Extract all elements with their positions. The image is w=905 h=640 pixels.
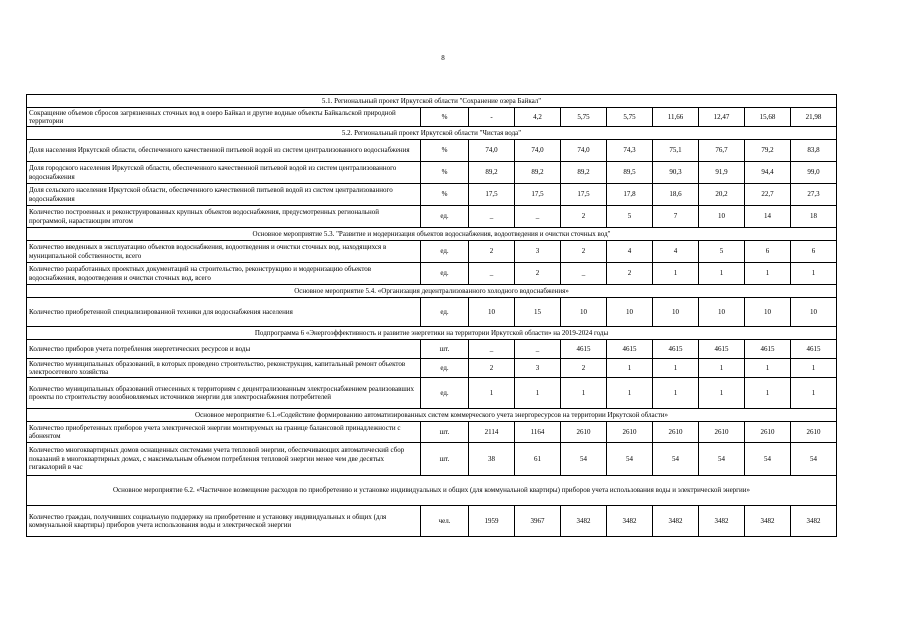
value-cell: 1	[745, 263, 791, 285]
section-title: Основное мероприятие 5.3. "Развитие и модернизация объектов водоснабжения, водоотведения и очистки сточных вод"	[27, 228, 837, 241]
table-row	[27, 184, 837, 206]
section-header-row	[27, 476, 837, 506]
unit-cell: ед.	[421, 298, 469, 327]
value-cell: 2114	[469, 422, 515, 443]
value-cell: 1	[745, 359, 791, 378]
value-cell: 2610	[607, 422, 653, 443]
value-cell: 11,66	[653, 108, 699, 127]
value-cell: 17,5	[515, 184, 561, 206]
value-cell: 10	[745, 298, 791, 327]
page-number: 8	[441, 54, 445, 62]
value-cell: _	[515, 340, 561, 359]
section-header-row	[27, 327, 837, 340]
value-cell: 1	[607, 359, 653, 378]
value-cell: 4615	[607, 340, 653, 359]
indicator-cell: Количество приобретенных приборов учета электрической энергии монтируемых на границе балансовой принадлежности с абонентом	[27, 422, 421, 443]
section-title: Основное мероприятие 5.4. «Организация децентрализованного холодного водоснабжения»	[27, 285, 837, 298]
value-cell: 3	[515, 359, 561, 378]
value-cell: 54	[653, 443, 699, 476]
value-cell: 3967	[515, 506, 561, 537]
value-cell: 1	[469, 378, 515, 409]
value-cell: 74,3	[607, 140, 653, 162]
value-cell: 3482	[699, 506, 745, 537]
table-row	[27, 263, 837, 285]
value-cell: 4615	[791, 340, 837, 359]
value-cell: 3482	[607, 506, 653, 537]
section-title: 5.2. Региональный проект Иркутской области "Чистая вода"	[27, 127, 837, 140]
value-cell: 10	[699, 206, 745, 228]
value-cell: 2	[561, 206, 607, 228]
value-cell: -	[469, 108, 515, 127]
indicator-cell: Количество разработанных проектных документаций на строительство, реконструкцию и модернизацию объектов водоснабжения, водоотведения и очистки сточных вод, всего	[27, 263, 421, 285]
value-cell: 1	[791, 378, 837, 409]
indicator-cell: Количество введенных в эксплуатацию объектов водоснабжения, водоотведения и очистки сточных вод, находящихся в муниципальной собственности, всего	[27, 241, 421, 263]
value-cell: 6	[791, 241, 837, 263]
section-header-row	[27, 95, 837, 108]
value-cell: 10	[561, 298, 607, 327]
indicator-cell: Количество граждан, получивших социальную поддержку на приобретение и установку индивидуальных и общих (для коммунальной квартиры) приборов учета использования воды и электрической энергии	[27, 506, 421, 537]
value-cell: 4615	[745, 340, 791, 359]
value-cell: 2	[515, 263, 561, 285]
value-cell: 91,9	[699, 162, 745, 184]
value-cell: 1164	[515, 422, 561, 443]
unit-cell: ед.	[421, 263, 469, 285]
value-cell: 61	[515, 443, 561, 476]
table-row	[27, 162, 837, 184]
table-row	[27, 359, 837, 378]
value-cell: 4615	[653, 340, 699, 359]
value-cell: 7	[653, 206, 699, 228]
value-cell: 89,5	[607, 162, 653, 184]
value-cell: 79,2	[745, 140, 791, 162]
unit-cell: шт.	[421, 340, 469, 359]
value-cell: 5	[607, 206, 653, 228]
value-cell: 18	[791, 206, 837, 228]
unit-cell: ед.	[421, 241, 469, 263]
value-cell: _	[469, 263, 515, 285]
value-cell: 10	[469, 298, 515, 327]
indicator-cell: Доля сельского населения Иркутской области, обеспеченного качественной питьевой водой из систем централизованного водоснабжения	[27, 184, 421, 206]
value-cell: 4615	[561, 340, 607, 359]
value-cell: 1	[699, 359, 745, 378]
table-row	[27, 241, 837, 263]
value-cell: 4	[607, 241, 653, 263]
section-title: 5.1. Региональный проект Иркутской области "Сохранение озера Байкал"	[27, 95, 837, 108]
value-cell: 10	[607, 298, 653, 327]
section-header-row	[27, 285, 837, 298]
value-cell: 3482	[745, 506, 791, 537]
table-body	[27, 95, 837, 537]
table-row	[27, 340, 837, 359]
value-cell: 54	[745, 443, 791, 476]
value-cell: _	[469, 340, 515, 359]
value-cell: 89,2	[515, 162, 561, 184]
value-cell: _	[469, 206, 515, 228]
unit-cell: чел.	[421, 506, 469, 537]
value-cell: 3482	[561, 506, 607, 537]
section-title: Основное мероприятие 6.1.«Содействие формированию автоматизированных систем коммерческого учета энергоресурсов на территории Иркутской области»	[27, 409, 837, 422]
value-cell: 15,68	[745, 108, 791, 127]
value-cell: 54	[561, 443, 607, 476]
value-cell: 83,8	[791, 140, 837, 162]
table-row	[27, 443, 837, 476]
indicator-cell: Количество построенных и реконструированных крупных объектов водоснабжения, предусмотренных региональной программой, нарастающим итогом	[27, 206, 421, 228]
value-cell: 4615	[699, 340, 745, 359]
indicator-cell: Количество муниципальных образований, в которых проведено строительство, реконструкция, капитальный ремонт объектов электросетевого хозяйства	[27, 359, 421, 378]
section-title: Подпрограмма 6 «Энергоэффективность и развитие энергетики на территории Иркутской области» на 2019-2024 годы	[27, 327, 837, 340]
section-header-row	[27, 409, 837, 422]
value-cell: 17,8	[607, 184, 653, 206]
value-cell: 2610	[745, 422, 791, 443]
value-cell: 3482	[653, 506, 699, 537]
value-cell: 1	[699, 378, 745, 409]
value-cell: 94,4	[745, 162, 791, 184]
value-cell: 1	[653, 378, 699, 409]
value-cell: 1	[561, 378, 607, 409]
value-cell: 2610	[653, 422, 699, 443]
value-cell: 99,0	[791, 162, 837, 184]
value-cell: 1	[515, 378, 561, 409]
indicator-cell: Количество многоквартирных домов оснащенных системами учета тепловой энергии, обеспечивающих автоматический сбор показаний в многоквартирных домах, с максимальным объемом потребления тепловой энергии менее чем две десятых гигакалорий в час	[27, 443, 421, 476]
value-cell: 54	[607, 443, 653, 476]
value-cell: 1	[699, 263, 745, 285]
unit-cell: %	[421, 140, 469, 162]
unit-cell: шт.	[421, 422, 469, 443]
value-cell: 10	[791, 298, 837, 327]
value-cell: 75,1	[653, 140, 699, 162]
value-cell: 89,2	[561, 162, 607, 184]
value-cell: 6	[745, 241, 791, 263]
unit-cell: ед.	[421, 378, 469, 409]
value-cell: 2	[561, 241, 607, 263]
value-cell: 1	[653, 359, 699, 378]
value-cell: 21,98	[791, 108, 837, 127]
value-cell: 3	[515, 241, 561, 263]
unit-cell: ед.	[421, 206, 469, 228]
value-cell: 1959	[469, 506, 515, 537]
value-cell: 1	[791, 263, 837, 285]
value-cell: 1	[745, 378, 791, 409]
value-cell: 2	[469, 241, 515, 263]
value-cell: 74,0	[515, 140, 561, 162]
unit-cell: ед.	[421, 359, 469, 378]
value-cell: 22,7	[745, 184, 791, 206]
value-cell: 5,75	[607, 108, 653, 127]
table-row	[27, 108, 837, 127]
table-row	[27, 506, 837, 537]
value-cell: 90,3	[653, 162, 699, 184]
table-row	[27, 378, 837, 409]
indicator-cell: Сокращение объемов сбросов загрязненных сточных вод в озеро Байкал и другие водные объекты Байкальской природной территории	[27, 108, 421, 127]
value-cell: 54	[791, 443, 837, 476]
table-row	[27, 422, 837, 443]
section-header-row	[27, 127, 837, 140]
value-cell: 14	[745, 206, 791, 228]
value-cell: 12,47	[699, 108, 745, 127]
value-cell: 20,2	[699, 184, 745, 206]
value-cell: 18,6	[653, 184, 699, 206]
value-cell: 74,0	[469, 140, 515, 162]
value-cell: 3482	[791, 506, 837, 537]
indicators-table	[26, 94, 837, 537]
indicator-cell: Количество приобретенной специализированной техники для водоснабжения населения	[27, 298, 421, 327]
table-row	[27, 140, 837, 162]
value-cell: 74,0	[561, 140, 607, 162]
value-cell: 2610	[699, 422, 745, 443]
value-cell: 4,2	[515, 108, 561, 127]
value-cell: 89,2	[469, 162, 515, 184]
indicator-cell: Количество приборов учета потребления энергетических ресурсов и воды	[27, 340, 421, 359]
value-cell: 10	[699, 298, 745, 327]
value-cell: 54	[699, 443, 745, 476]
section-title: Основное мероприятие 6.2. «Частичное возмещение расходов по приобретению и установке индивидуальных и общих (для коммунальной квартиры) приборов учета использования воды и электрической энергии»	[27, 476, 837, 506]
value-cell: _	[515, 206, 561, 228]
value-cell: 38	[469, 443, 515, 476]
value-cell: 2	[469, 359, 515, 378]
value-cell: 5,75	[561, 108, 607, 127]
table-row	[27, 298, 837, 327]
value-cell: 76,7	[699, 140, 745, 162]
indicator-cell: Доля городского населения Иркутской области, обеспеченного качественной питьевой водой из систем централизованного водоснабжения	[27, 162, 421, 184]
unit-cell: %	[421, 184, 469, 206]
value-cell: 17,5	[561, 184, 607, 206]
value-cell: 5	[699, 241, 745, 263]
value-cell: 4	[653, 241, 699, 263]
table-row	[27, 206, 837, 228]
value-cell: 15	[515, 298, 561, 327]
unit-cell: %	[421, 108, 469, 127]
value-cell: 1	[653, 263, 699, 285]
value-cell: 1	[607, 378, 653, 409]
unit-cell: шт.	[421, 443, 469, 476]
value-cell: 27,3	[791, 184, 837, 206]
value-cell: 2	[607, 263, 653, 285]
value-cell: 1	[791, 359, 837, 378]
value-cell: 17,5	[469, 184, 515, 206]
unit-cell: %	[421, 162, 469, 184]
value-cell: 2610	[791, 422, 837, 443]
section-header-row	[27, 228, 837, 241]
value-cell: 2	[561, 359, 607, 378]
indicator-cell: Доля населения Иркутской области, обеспеченного качественной питьевой водой из систем централизованного водоснабжения	[27, 140, 421, 162]
value-cell: 10	[653, 298, 699, 327]
value-cell: 2610	[561, 422, 607, 443]
value-cell: _	[561, 263, 607, 285]
indicator-cell: Количество муниципальных образований отнесенных к территориям с децентрализованным электроснабжением реализовавших проекты по строительству возобновляемых источников энергии для электроснабжения потребителей	[27, 378, 421, 409]
